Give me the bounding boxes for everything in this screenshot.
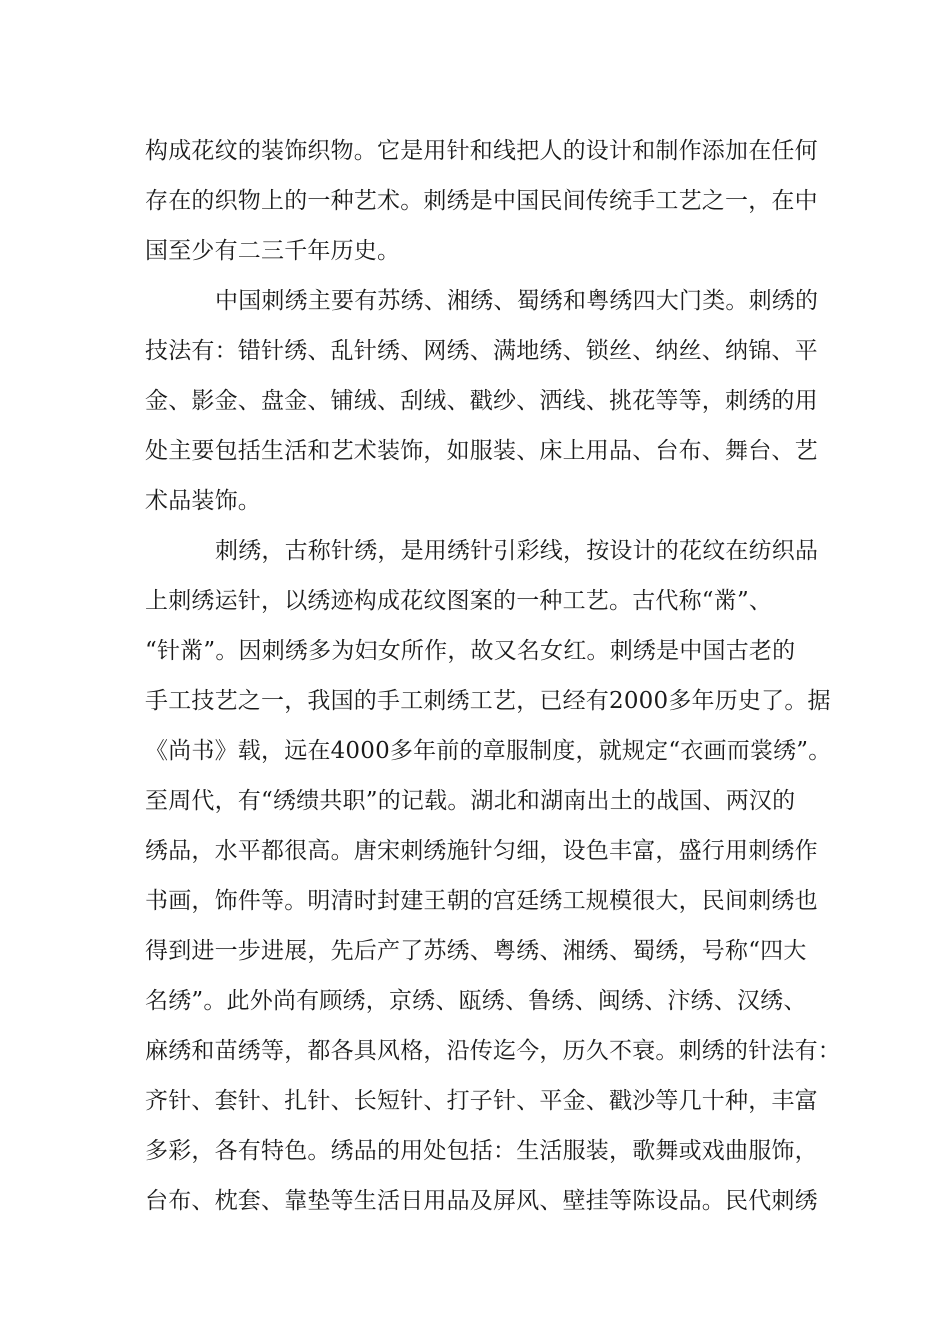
text-line: 手工技艺之一，我国的手工刺绣工艺，已经有2000多年历史了。据 bbox=[145, 688, 831, 714]
text-line: 书画，饰件等。明清时封建王朝的宫廷绣工规模很大，民间刺绣也 bbox=[145, 888, 818, 914]
text-line: 上刺绣运针，以绣迹构成花纹图案的一种工艺。古代称“黹”、 bbox=[145, 588, 773, 614]
text-line: 齐针、套针、扎针、长短针、打子针、平金、戳沙等几十种，丰富 bbox=[145, 1088, 818, 1114]
text-line: “针黹”。因刺绣多为妇女所作，故又名女红。刺绣是中国古老的 bbox=[145, 638, 796, 664]
text-line: 技法有：错针绣、乱针绣、网绣、满地绣、锁丝、纳丝、纳锦、平 bbox=[145, 338, 818, 364]
text-line: 名绣”。此外尚有顾绣，京绣、瓯绣、鲁绣、闽绣、汴绣、汉绣、 bbox=[145, 988, 807, 1014]
text-line: 金、影金、盘金、铺绒、刮绒、戳纱、洒线、挑花等等，刺绣的用 bbox=[145, 388, 818, 414]
paragraph-first-line: 刺绣，古称针绣，是用绣针引彩线，按设计的花纹在纺织品 bbox=[215, 538, 819, 564]
text-line: 台布、枕套、靠垫等生活日用品及屏风、壁挂等陈设品。民代刺绣 bbox=[145, 1188, 818, 1214]
text-line: 得到进一步进展，先后产了苏绣、粤绣、湘绣、蜀绣，号称“四大 bbox=[145, 938, 807, 964]
text-line: 多彩，各有特色。绣品的用处包括：生活服装，歌舞或戏曲服饰， bbox=[145, 1138, 818, 1164]
text-line: 《尚书》载，远在4000多年前的章服制度，就规定“衣画而裳绣”。 bbox=[145, 738, 832, 764]
text-line: 绣品，水平都很高。唐宋刺绣施针匀细，设色丰富，盛行用刺绣作 bbox=[145, 838, 818, 864]
text-line: 构成花纹的装饰织物。它是用针和线把人的设计和制作添加在任何 bbox=[145, 138, 818, 164]
text-line: 存在的织物上的一种艺术。刺绣是中国民间传统手工艺之一，在中 bbox=[145, 188, 818, 214]
paragraph-first-line: 中国刺绣主要有苏绣、湘绣、蜀绣和粤绣四大门类。刺绣的 bbox=[215, 288, 819, 314]
text-line: 麻绣和苗绣等，都各具风格，沿传迄今，历久不衰。刺绣的针法有： bbox=[145, 1038, 841, 1064]
text-line: 国至少有二三千年历史。 bbox=[145, 238, 401, 264]
text-line: 处主要包括生活和艺术装饰，如服装、床上用品、台布、舞台、艺 bbox=[145, 438, 818, 464]
text-line: 至周代，有“绣缋共职”的记载。湖北和湖南出土的战国、两汉的 bbox=[145, 788, 796, 814]
text-line: 术品装饰。 bbox=[145, 488, 261, 514]
